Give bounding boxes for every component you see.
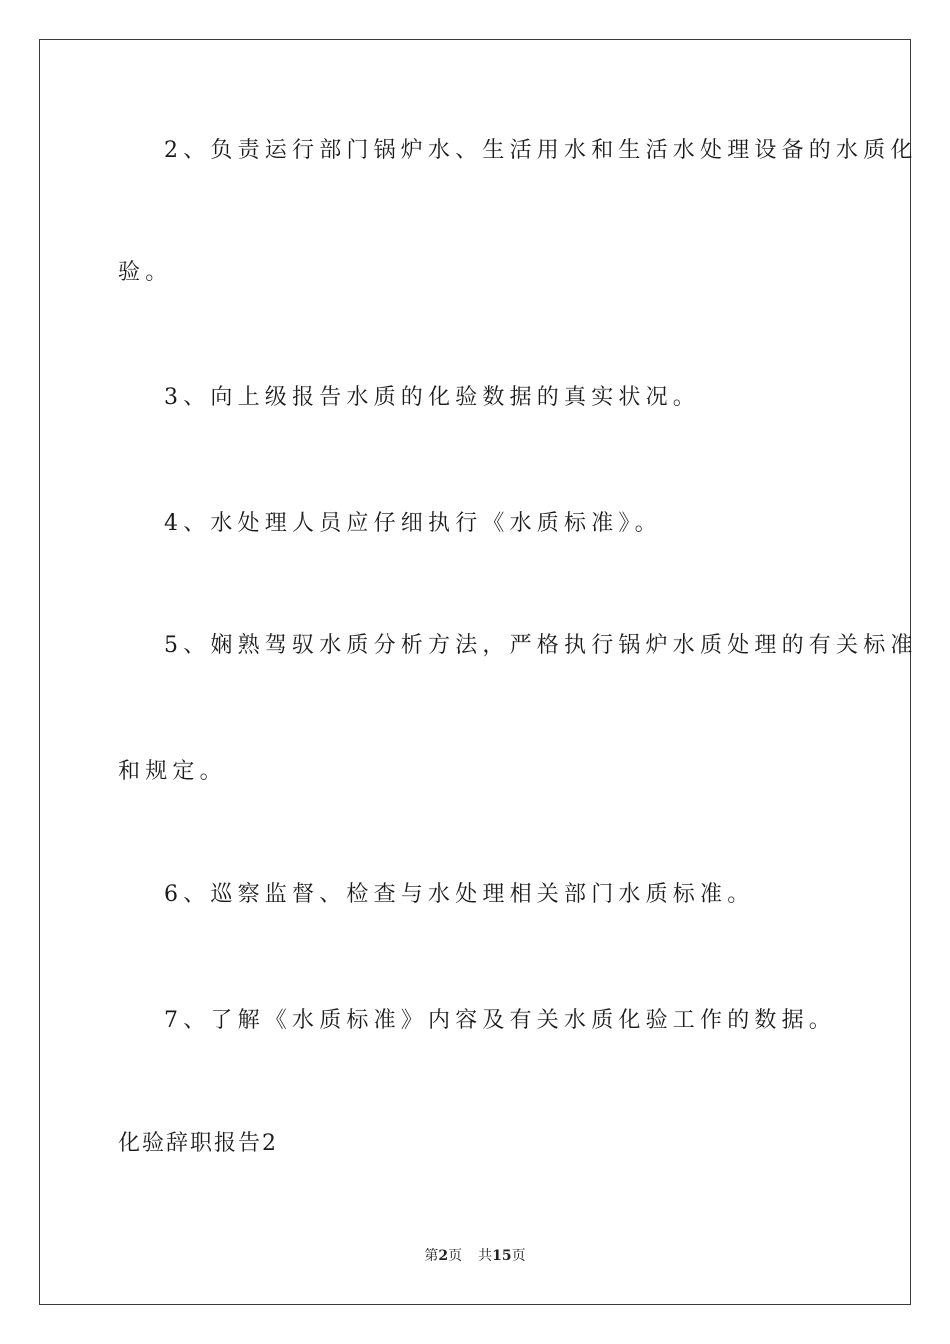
list-item-4: 4、水处理人员应仔细执行《水质标准》。 [164,511,662,536]
page-current: 2 [438,1248,449,1264]
page-border [39,39,918,1305]
list-item-3: 3、向上级报告水质的化验数据的真实状况。 [164,385,700,410]
list-item-5-line-2: 和规定。 [118,759,227,784]
page-footer [0,1246,950,1266]
list-item-7: 7、了解《水质标准》内容及有关水质化验工作的数据。 [164,1008,836,1033]
page-prefix: 第 [424,1248,439,1264]
section-heading: 化验辞职报告2 [118,1131,278,1156]
page-total: 15 [492,1248,512,1264]
page-suffix: 页 [448,1248,463,1264]
total-prefix: 共 [478,1248,493,1264]
list-item-2-line-2: 验。 [118,260,173,285]
list-item-2-line-1: 2、负责运行部门锅炉水、生活用水和生活水处理设备的水质化 [164,138,918,163]
total-suffix: 页 [511,1248,526,1264]
list-item-6: 6、巡察监督、检查与水处理相关部门水质标准。 [164,882,755,907]
list-item-5-line-1: 5、娴熟驾驭水质分析方法，严格执行锅炉水质处理的有关标准 [164,633,918,658]
